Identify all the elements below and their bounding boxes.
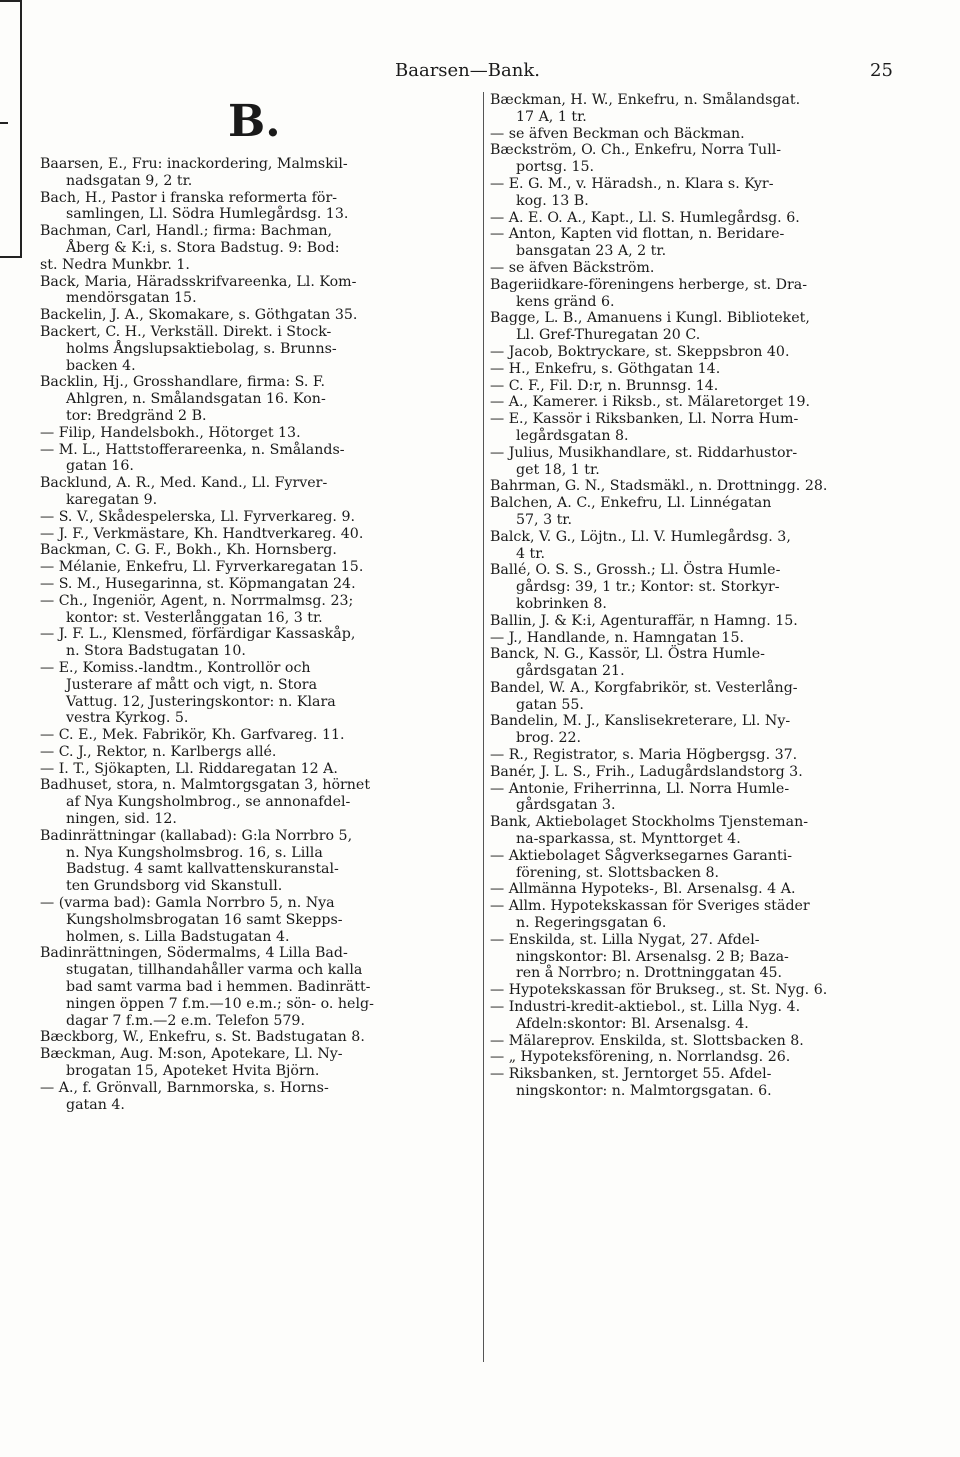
directory-line: Balchen, A. C., Enkefru, Ll. Linnégatan [490, 495, 772, 512]
directory-line: holmen, s. Lilla Badstugatan 4. [66, 928, 290, 945]
directory-line: Banér, J. L. S., Frih., Ladugårdslandstorg 3. [490, 763, 803, 780]
directory-line: — Aktiebolaget Sågverksegarnes Garanti- [490, 847, 793, 864]
directory-line: portsg. 15. [516, 159, 595, 176]
directory-line: ten Grundsborg vid Skanstull. [66, 878, 283, 895]
directory-line: Justerare af mått och vigt, n. Stora [66, 676, 318, 693]
directory-line: holms Ångslupsaktiebolag, s. Brunns- [66, 340, 337, 357]
directory-line: gatan 4. [66, 1096, 125, 1113]
directory-line: Bachman, Carl, Handl.; firma: Bachman, [40, 223, 333, 240]
directory-line: — Mälareprov. Enskilda, st. Slottsbacken 8. [490, 1032, 804, 1049]
directory-line: — Allm. Hypotekskassan för Sveriges städer [490, 898, 810, 915]
directory-line: mendörsgatan 15. [66, 290, 197, 307]
directory-line: tor: Bredgränd 2 B. [66, 407, 207, 424]
directory-line: — (varma bad): Gamla Norrbro 5, n. Nya [40, 895, 335, 912]
directory-line: Kungsholmsbrogatan 16 samt Skepps- [66, 911, 343, 928]
directory-line: — Enskilda, st. Lilla Nygat, 27. Afdel- [490, 931, 760, 948]
scan-edge-frame [0, 0, 22, 258]
directory-line: gatan 55. [516, 696, 584, 713]
directory-line: backen 4. [66, 357, 136, 374]
directory-line: samlingen, Ll. Södra Humlegårdsg. 13. [66, 206, 349, 223]
directory-line: Ballé, O. S. S., Grossh.; Ll. Östra Humle- [490, 562, 781, 579]
directory-line: — A., Kamerer. i Riksb., st. Mälaretorget 19. [490, 394, 810, 411]
directory-line: kobrinken 8. [516, 595, 607, 612]
page-number: 25 [870, 60, 893, 81]
directory-line: gårdsgatan 21. [516, 663, 625, 680]
directory-line: Bandelin, M. J., Kanslisekreterare, Ll. Ny- [490, 713, 791, 730]
directory-line: bad samt varma bad i hemmen. Badinrätt- [66, 979, 371, 996]
directory-line: vestra Kyrkog. 5. [66, 710, 189, 727]
directory-line: ningskontor: n. Malmtorgsgatan. 6. [516, 1083, 772, 1100]
directory-line: Backlin, Hj., Grosshandlare, firma: S. F. [40, 374, 326, 391]
directory-line: — Mélanie, Enkefru, Ll. Fyrverkaregatan 15. [40, 559, 364, 576]
directory-line: Baarsen, E., Fru: inackordering, Malmskil- [40, 156, 348, 172]
directory-line: nadsgatan 9, 2 tr. [66, 172, 193, 189]
directory-line: Bageriidkare-föreningens herberge, st. Dra- [490, 276, 808, 293]
directory-line: af Nya Kungsholmbrog., se annonafdel- [66, 794, 351, 811]
directory-line: — R., Registrator, s. Maria Högbergsg. 37. [490, 747, 798, 764]
directory-line: Ballin, J. & K:i, Agenturaffär, n Hamng. 15. [490, 612, 798, 629]
directory-line: — H., Enkefru, s. Göthgatan 14. [490, 360, 721, 377]
directory-line: Badhuset, stora, n. Malmtorgsgatan 3, hörnet [40, 777, 371, 794]
directory-line: — Industri-kredit-aktiebol., st. Lilla Nyg. 4. [490, 999, 801, 1016]
directory-line: förening, st. Slottsbacken 8. [516, 864, 720, 881]
directory-line: kontor: st. Vesterlånggatan 16, 3 tr. [66, 609, 323, 626]
directory-line: Balck, V. G., Löjtn., Ll. V. Humlegårdsg. 3, [490, 528, 791, 545]
directory-line: get 18, 1 tr. [516, 461, 600, 478]
directory-line: Bank, Aktiebolaget Stockholms Tjensteman- [490, 814, 809, 831]
directory-line: Bagge, L. B., Amanuens i Kungl. Biblioteket, [490, 310, 810, 327]
running-title: Baarsen—Bank. [395, 60, 540, 81]
directory-line: — J., Handlande, n. Hamngatan 15. [490, 629, 744, 646]
directory-line: Ahlgren, n. Smålandsgatan 16. Kon- [66, 391, 326, 408]
right-column [490, 92, 930, 1100]
directory-line: — Allmänna Hypoteks-, Bl. Arsenalsg. 4 A. [490, 881, 796, 898]
directory-line: n. Stora Badstugatan 10. [66, 643, 246, 660]
directory-line: Bach, H., Pastor i franska reformerta för- [40, 189, 338, 206]
directory-line: — „ Hypoteksförening, n. Norrlandsg. 26. [490, 1049, 791, 1066]
directory-line: — se äfven Bäckström. [490, 259, 655, 276]
directory-line: Bæckman, Aug. M:son, Apotekare, Ll. Ny- [40, 1046, 343, 1063]
directory-line: — Filip, Handelsbokh., Hötorget 13. [40, 424, 301, 441]
directory-line: Afdeln:skontor: Bl. Arsenalsg. 4. [516, 1015, 749, 1032]
directory-line: stugatan, tillhandahåller varma och kalla [66, 962, 363, 979]
directory-line: brog. 22. [516, 730, 582, 747]
directory-line: gatan 16. [66, 458, 134, 475]
directory-line: — S. V., Skådespelerska, Ll. Fyrverkareg. 9. [40, 508, 355, 525]
directory-line: — E. G. M., v. Häradsh., n. Klara s. Kyr- [490, 175, 774, 192]
directory-line: Back, Maria, Häradsskrifvareenka, Ll. Kom- [40, 273, 357, 290]
directory-line: Backman, C. G. F., Bokh., Kh. Hornsberg. [40, 542, 337, 559]
directory-line: ningen öppen 7 f.m.—10 e.m.; sön- o. helg- [66, 995, 374, 1012]
directory-line: — Anton, Kapten vid flottan, n. Beridare- [490, 226, 785, 243]
directory-line: — A. E. O. A., Kapt., Ll. S. Humlegårdsg. 6. [490, 209, 800, 226]
directory-line: kens gränd 6. [516, 293, 615, 310]
directory-line: Badstug. 4 samt kallvattenskuranstal- [66, 861, 339, 878]
directory-line: Bæckman, H. W., Enkefru, n. Smålandsgat. [490, 92, 801, 108]
directory-line: — Jacob, Boktryckare, st. Skeppsbron 40. [490, 343, 790, 360]
directory-line: dagar 7 f.m.—2 e.m. Telefon 579. [66, 1012, 305, 1029]
directory-line: n. Regeringsgatan 6. [516, 915, 667, 932]
directory-line: Badinrättningen, Södermalms, 4 Lilla Bad- [40, 945, 348, 962]
directory-line: Backert, C. H., Verkställ. Direkt. i Stock- [40, 323, 332, 340]
directory-line: — I. T., Sjökapten, Ll. Riddaregatan 12 A. [40, 760, 338, 777]
directory-line: Bæckborg, W., Enkefru, s. St. Badstugatan 8. [40, 1029, 365, 1046]
directory-line: na-sparkassa, st. Mynttorget 4. [516, 831, 741, 848]
left-column [40, 156, 477, 1113]
directory-line: legårdsgatan 8. [516, 427, 629, 444]
directory-line: ren å Norrbro; n. Drottninggatan 45. [516, 965, 783, 982]
directory-line: 17 A, 1 tr. [516, 108, 587, 125]
directory-line: — E., Komiss.-landtm., Kontrollör och [40, 659, 311, 676]
directory-line: — M. L., Hattstofferareenka, n. Smålands- [40, 441, 345, 458]
section-letter: B. [228, 96, 281, 147]
directory-line: Badinrättningar (kallabad): G:la Norrbro 5, [40, 827, 353, 844]
directory-line: — A., f. Grönvall, Barnmorska, s. Horns- [40, 1079, 329, 1096]
directory-line: — se äfven Beckman och Bäckman. [490, 125, 745, 142]
directory-line: st. Nedra Munkbr. 1. [40, 256, 190, 273]
directory-line: — Hypotekskassan för Brukseg., st. St. Nyg. 6. [490, 982, 828, 999]
directory-line: — C. F., Fil. D:r, n. Brunnsg. 14. [490, 377, 719, 394]
directory-line: gårdsg: 39, 1 tr.; Kontor: st. Storkyr- [516, 579, 780, 596]
directory-line: Bæckström, O. Ch., Enkefru, Norra Tull- [490, 142, 782, 159]
directory-line: — J. F., Verkmästare, Kh. Handtverkareg. 40. [40, 525, 364, 542]
directory-line: kog. 13 B. [516, 192, 589, 209]
directory-line: n. Nya Kungsholmsbrog. 16, s. Lilla [66, 844, 323, 861]
directory-line: — S. M., Husegarinna, st. Köpmangatan 24. [40, 575, 356, 592]
directory-line: Åberg & K:i, s. Stora Badstug. 9: Bod: [66, 239, 340, 256]
directory-line: gårdsgatan 3. [516, 797, 616, 814]
column-rule [483, 92, 484, 1362]
directory-line: brogatan 15, Apoteket Hvita Björn. [66, 1063, 320, 1080]
directory-line: ningskontor: Bl. Arsenalsg. 2 B; Baza- [516, 948, 789, 965]
directory-line: — Julius, Musikhandlare, st. Riddarhustor- [490, 444, 798, 461]
directory-line: — C. J., Rektor, n. Karlbergs allé. [40, 743, 277, 760]
directory-line: karegatan 9. [66, 491, 158, 508]
running-header [0, 60, 960, 90]
directory-line: 57, 3 tr. [516, 511, 573, 528]
directory-line: ningen, sid. 12. [66, 811, 177, 828]
directory-line: Banck, N. G., Kassör, Ll. Östra Humle- [490, 646, 765, 663]
directory-line: 4 tr. [516, 545, 545, 562]
directory-line: — E., Kassör i Riksbanken, Ll. Norra Hum- [490, 411, 799, 428]
directory-line: — C. E., Mek. Fabrikör, Kh. Garfvareg. 11. [40, 727, 345, 744]
directory-line: — Riksbanken, st. Jerntorget 55. Afdel- [490, 1066, 772, 1083]
directory-line: — J. F. L., Klensmed, förfärdigar Kassaskåp, [40, 626, 356, 643]
directory-line: Ll. Gref-Thuregatan 20 C. [516, 327, 701, 344]
scan-edge-tick [0, 122, 8, 124]
directory-line: Backlund, A. R., Med. Kand., Ll. Fyrver- [40, 475, 328, 492]
directory-line: Bandel, W. A., Korgfabrikör, st. Vesterlång- [490, 679, 798, 696]
directory-line: bansgatan 23 A, 2 tr. [516, 243, 667, 260]
directory-line: — Antonie, Friherrinna, Ll. Norra Humle- [490, 780, 790, 797]
directory-line: Backelin, J. A., Skomakare, s. Göthgatan 35. [40, 307, 358, 324]
directory-line: — Ch., Ingeniör, Agent, n. Norrmalmsg. 23; [40, 592, 354, 609]
directory-line: Bahrman, G. N., Stadsmäkl., n. Drottningg. 28. [490, 478, 828, 495]
directory-line: Vattug. 12, Justeringskontor: n. Klara [66, 693, 336, 710]
